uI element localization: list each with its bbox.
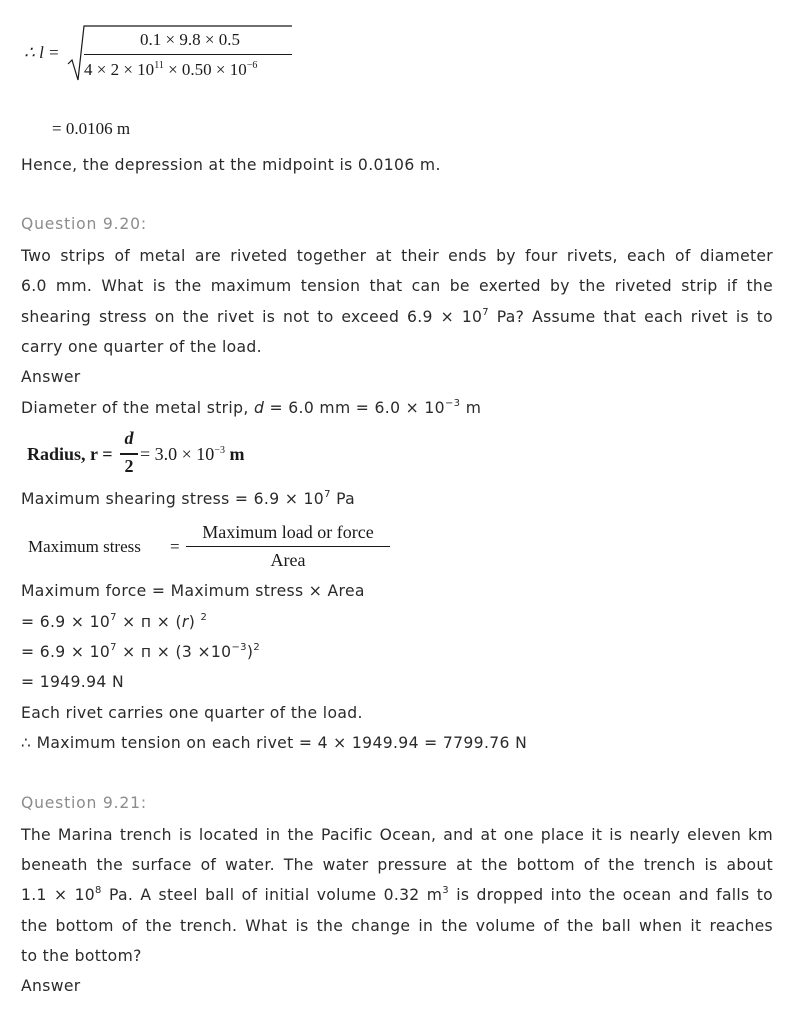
stress-numerator: Maximum load or force [202, 522, 374, 542]
eq-top-result: = 0.0106 m [52, 119, 131, 138]
q21-text-line3: $1.1 \times 10^8$ Pa. A steel ball of initial volume 0.32 $m^3$ is dropped into the ocean and falls to [21, 885, 773, 904]
radius-label: Radius, r = [27, 444, 113, 464]
q21-text-line4: the bottom of the trench. What is the change in the volume of the ball when it reaches [21, 917, 773, 935]
quarter-load-line: Each rivet carries one quarter of the load. [21, 704, 363, 722]
question-9-20-heading: Question 9.20: [21, 215, 147, 233]
radius-denominator: 2 [124, 456, 134, 476]
q20-text-line1: Two strips of metal are riveted together at their ends by four rivets, each of diameter [21, 247, 773, 265]
q21-text-line2: beneath the surface of water. The water pressure at the bottom of the trench is about [21, 856, 773, 874]
max-shearing-stress-line: Maximum shearing stress = $6.9 \times 10^7$ Pa [21, 489, 356, 508]
q21-answer-label: Answer [21, 977, 81, 995]
eq-top-numerator: 0.1 × 9.8 × 0.5 [140, 30, 240, 49]
q20-text-line4: carry one quarter of the load. [21, 338, 262, 356]
q20-answer-label: Answer [21, 368, 81, 386]
question-9-21-heading: Question 9.21: [21, 794, 147, 812]
q21-text-line1: The Marina trench is located in the Pacific Ocean, and at one place it is nearly eleven km [21, 826, 773, 844]
calc-line-3: = 1949.94 N [21, 673, 124, 691]
q20-text-line2: 6.0 mm. What is the maximum tension that can be exerted by the riveted strip if the [21, 277, 773, 295]
maximum-force-line: Maximum force = Maximum stress × Area [21, 582, 365, 600]
radius-numerator: d [124, 428, 134, 448]
therefore-l-label: ∴ l = [24, 43, 60, 62]
stress-fraction-bar [186, 546, 390, 547]
q21-text-line5: to the bottom? [21, 947, 142, 965]
max-tension-line: ∴ Maximum tension on each rivet = 4 × 1949.94 = 7799.76 N [21, 734, 528, 752]
radius-fraction-bar [120, 453, 138, 455]
eq-top-denominator: $4 \times 2 \times 10^{11} \times 0.50 \times 10^{-6}$ [84, 60, 258, 79]
q20-text-line3: shearing stress on the rivet is not to exceed $6.9 \times 10^7$ Pa? Assume that each rivet is to [21, 307, 773, 326]
calc-line-2: = $6.9 \times 10^7 \times п \times (3 \times 10^{-3})^2$ [21, 642, 261, 661]
stress-label: Maximum stress [28, 537, 141, 556]
equation-therefore-l [24, 43, 60, 63]
diameter-line: Diameter of the metal strip, d = 6.0 mm = $6.0 \times 10^{-3}$ m [21, 398, 482, 417]
radius-value: = $3.0 \times 10^{-3}$ m [140, 444, 245, 464]
stress-equals: = [170, 537, 180, 556]
calc-line-1: = $6.9 \times 10^7 \times п \times (r)$ $^2$ [21, 612, 208, 631]
hence-statement: Hence, the depression at the midpoint is 0.0106 m. [21, 156, 441, 174]
eq-top-fraction-bar [84, 54, 292, 55]
stress-denominator: Area [270, 550, 306, 570]
